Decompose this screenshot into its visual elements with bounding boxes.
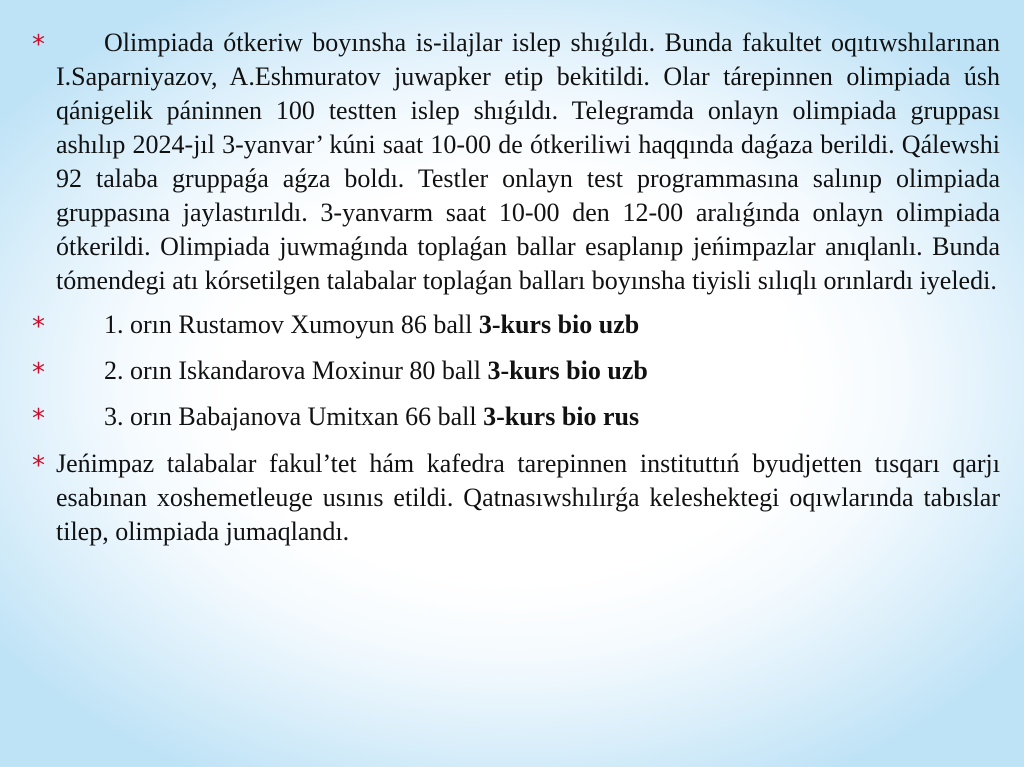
intro-paragraph <box>32 26 1000 298</box>
intro-text: Olimpiada ótkeriw boyınsha is-ilajlar islep shıǵıldı. Bunda fakultet oqıtıwshılarınan I.Saparniyazov, A.Eshmuratov juwapker etip bekitildi. Olar tárepinnen olimpiada úsh qánigelik páninnen 100 testten islep shıǵıldı. Telegramda onlayn olimpiada gruppası ashılıp 2024-jıl 3-yanvar’ kúni saat 10-00 de ótkeriliwi haqqında daǵaza berildi. Qálewshi 92 talaba gruppaǵa aǵza boldı. Testler onlayn test programmasına salınıp olimpiada gruppasına jaylastırıldı. 3-yanvarm saat 10-00 den 12-00 aralıǵında onlayn olimpiada ótkerildi. Olimpiada juwmaǵında toplaǵan ballar esaplanıp jeńimpazlar anıqlanlı. Bunda tómendegi atı kórsetilgen talabalar toplaǵan balları boyınsha tiyisli sılıqlı orınlardı iyeledi. <box>56 28 1000 295</box>
winner-item-3 <box>32 400 1000 434</box>
winner-text: 2. orın Iskandarova Moxinur 80 ball <box>104 356 481 385</box>
asterisk-bullet-icon: * <box>32 451 45 481</box>
winner-item-1 <box>32 308 1000 342</box>
winner-course: 3-kurs bio uzb <box>478 310 640 339</box>
winner-text: 3. orın Babajanova Umitxan 66 ball <box>104 402 477 431</box>
asterisk-bullet-icon: * <box>32 358 45 388</box>
slide-body <box>32 26 1000 549</box>
asterisk-bullet-icon: * <box>32 312 45 342</box>
asterisk-bullet-icon: * <box>32 404 45 434</box>
winner-item-2 <box>32 354 1000 388</box>
closing-text: Jeńimpaz talabalar fakul’tet hám kafedra tarepinnen instituttıń byudjetten tısqarı qarjı esabınan xoshemetleuge usınıs etildi. Qatnasıwshılırǵa keleshektegi oqıwlarında tabıslar tilep, olimpiada jumaqlandı. <box>56 449 1000 546</box>
asterisk-bullet-icon: * <box>32 30 45 60</box>
winner-text: 1. orın Rustamov Xumoyun 86 ball <box>104 310 473 339</box>
winner-course: 3-kurs bio uzb <box>487 356 648 385</box>
closing-paragraph <box>32 447 1000 549</box>
winner-course: 3-kurs bio rus <box>483 402 640 431</box>
